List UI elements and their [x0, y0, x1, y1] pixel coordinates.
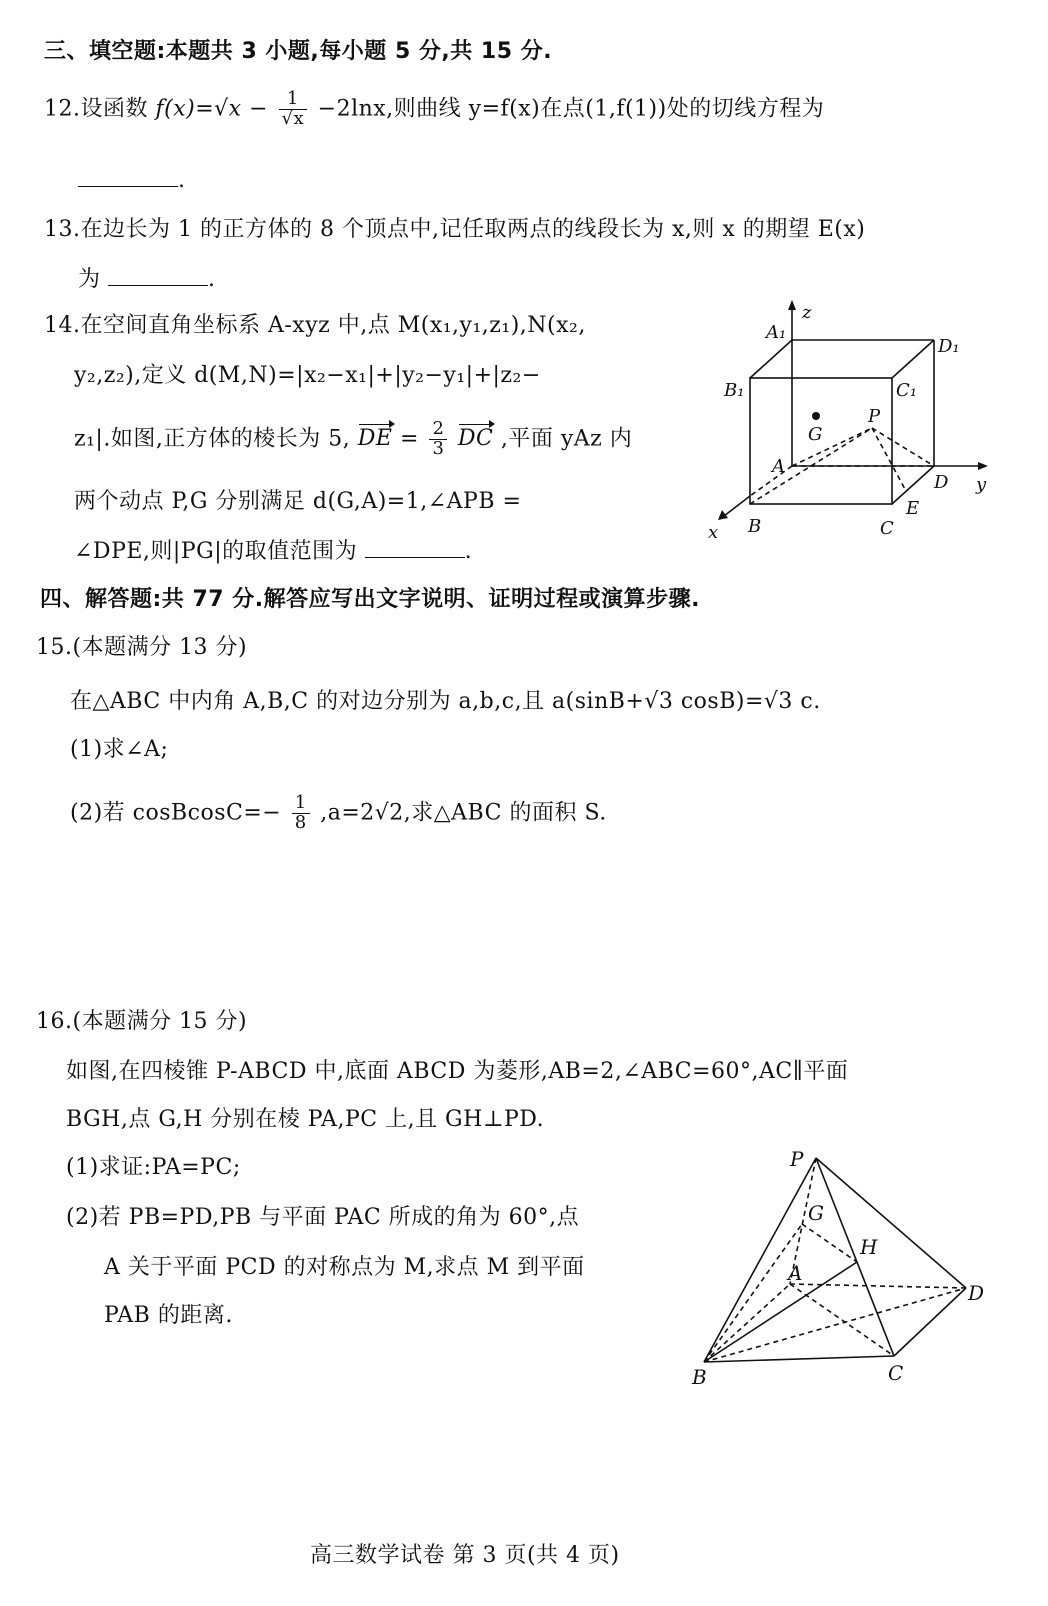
point-g-dot — [812, 412, 820, 420]
x-axis-hidden — [750, 466, 792, 496]
label-g: G — [808, 424, 823, 445]
label-z: z — [802, 302, 812, 323]
edge-BC — [704, 1356, 894, 1362]
edge-PD — [816, 1158, 966, 1288]
label-d1: D₁ — [938, 336, 960, 357]
q12-answer-line — [78, 168, 186, 193]
section4-title: 四、解答题:共 77 分.解答应写出文字说明、证明过程或演算步骤. — [40, 587, 700, 612]
q16-part2-line3: PAB 的距离. — [104, 1303, 233, 1328]
label-a: A — [788, 1261, 803, 1285]
segment-PE — [872, 428, 906, 491]
q15-frac-num: 1 — [292, 794, 310, 814]
q14-line3-b: ,平面 yAz 内 — [500, 426, 633, 452]
q13-line1: 13.在边长为 1 的正方体的 8 个顶点中,记任取两点的线段长为 x,则 x 的期望 E(x) — [44, 217, 866, 242]
label-x: x — [708, 522, 719, 543]
segment-PD — [872, 428, 934, 466]
q12-label: 12.设函数 — [44, 96, 148, 122]
q15-header: 15.(本题满分 13 分) — [36, 635, 248, 660]
q13-line2 — [78, 262, 216, 293]
q14-line3-a: z₁|.如图,正方体的棱长为 5, — [74, 426, 351, 452]
edge-BA — [704, 1284, 790, 1362]
q14-line5-a: ∠DPE,则|PG|的取值范围为 — [74, 539, 358, 564]
q12-fraction — [279, 90, 308, 129]
q14-line4: 两个动点 P,G 分别满足 d(G,A)=1,∠APB = — [74, 489, 522, 514]
q14-line2: y₂,z₂),定义 d(M,N)=|x₂−x₁|+|y₂−y₁|+|z₂− — [74, 363, 541, 388]
label-b: B — [748, 516, 762, 537]
q15-part1: (1)求∠A; — [70, 737, 169, 762]
q14-line3 — [74, 420, 632, 459]
label-a: A — [772, 456, 785, 477]
q14-line1: 14.在空间直角坐标系 A-xyz 中,点 M(x₁,y₁,z₁),N(x₂, — [44, 313, 586, 338]
label-p: P — [790, 1147, 804, 1171]
label-c: C — [888, 1361, 904, 1385]
label-e: E — [906, 498, 920, 519]
q16-pyramid-figure — [682, 1142, 1002, 1392]
x-axis — [724, 496, 750, 516]
q14-fraction — [429, 420, 447, 459]
segment-BG — [704, 1224, 802, 1362]
q13-line2-start: 为 — [78, 267, 101, 292]
label-d: D — [968, 1281, 985, 1305]
q14-vector-de: DE — [357, 426, 393, 452]
label-g: G — [808, 1201, 824, 1225]
q15-frac-den: 8 — [294, 811, 307, 833]
label-h: H — [860, 1235, 878, 1259]
q13-end: . — [208, 267, 216, 292]
page-footer: 高三数学试卷 第 3 页(共 4 页) — [310, 1543, 620, 1568]
q16-header: 16.(本题满分 15 分) — [36, 1009, 248, 1034]
q16-part1: (1)求证:PA=PC; — [66, 1155, 241, 1180]
label-b: B — [692, 1365, 707, 1389]
q15-stem: 在△ABC 中内角 A,B,C 的对边分别为 a,b,c,且 a(sinB+√3 cosB)=√3 c. — [70, 689, 821, 714]
q12-frac-den: √x — [281, 107, 305, 129]
q12-blank[interactable] — [78, 168, 178, 187]
section3-title: 三、填空题:本题共 3 小题,每小题 5 分,共 15 分. — [44, 39, 553, 64]
q12-expr: f(x)=√x − — [155, 96, 269, 122]
label-b1: B₁ — [724, 380, 745, 401]
segment-AP — [792, 428, 872, 466]
q14-cube-figure — [700, 296, 1000, 546]
segment-BH — [704, 1262, 857, 1362]
edge-A1B1 — [750, 340, 792, 378]
q14-line5 — [74, 534, 472, 565]
label-a1: A₁ — [766, 322, 787, 343]
z-axis-arrow — [788, 300, 796, 310]
q16-line1: 如图,在四棱锥 P-ABCD 中,底面 ABCD 为菱形,AB=2,∠ABC=60°,AC∥平面 — [66, 1059, 849, 1084]
q15-part2-b: ,a=2√2,求△ABC 的面积 S. — [320, 800, 607, 826]
edge-AD — [790, 1284, 966, 1288]
label-c: C — [880, 518, 894, 539]
label-d: D — [934, 472, 949, 493]
q15-part2 — [70, 794, 607, 833]
label-p: P — [868, 406, 881, 427]
edge-D1C1 — [892, 340, 934, 378]
q12-expr2: −2lnx,则曲线 y=f(x)在点(1,f(1))处的切线方程为 — [317, 96, 825, 122]
q12-end: . — [178, 168, 186, 193]
question-12 — [44, 90, 824, 129]
label-y: y — [976, 474, 987, 495]
q16-part2-line2: A 关于平面 PCD 的对称点为 M,求点 M 到平面 — [104, 1255, 585, 1280]
q16-line2: BGH,点 G,H 分别在棱 PA,PC 上,且 GH⊥PD. — [66, 1107, 545, 1132]
q14-end: . — [464, 539, 473, 564]
label-c1: C₁ — [896, 380, 917, 401]
q12-frac-num: 1 — [279, 90, 308, 110]
q15-fraction — [292, 794, 310, 833]
diagonal-AC — [790, 1284, 894, 1356]
q15-part2-a: (2)若 cosBcosC=− — [70, 800, 282, 826]
q14-frac-den: 3 — [432, 437, 445, 459]
q14-vector-dc: DC — [457, 426, 494, 452]
edge-PB — [704, 1158, 816, 1362]
y-axis-arrow — [978, 462, 988, 470]
q16-part2-line1: (2)若 PB=PD,PB 与平面 PAC 所成的角为 60°,点 — [66, 1205, 580, 1230]
q13-blank[interactable] — [108, 267, 208, 286]
q14-frac-num: 2 — [429, 420, 447, 440]
q14-blank[interactable] — [365, 539, 465, 558]
q14-eq: = — [400, 426, 419, 452]
